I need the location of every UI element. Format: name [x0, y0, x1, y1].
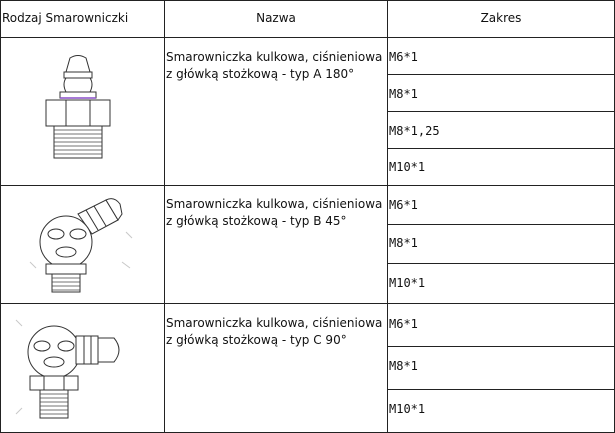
header-range: Zakres [480, 11, 522, 25]
row2-size-3: M10*1 [389, 276, 426, 290]
row1-size-4: M10*1 [389, 160, 426, 174]
row2-size-1: M6*1 [389, 198, 418, 212]
row1-name-line1: Smarowniczka kulkowa, ciśnieniowa [166, 50, 383, 64]
row1-name-line2: z główką stożkową - typ A 180° [166, 67, 355, 81]
grease-nipple-45-icon [22, 192, 142, 302]
row1-size-2: M8*1 [389, 87, 418, 101]
row2-name-line2: z główką stożkową - typ B 45° [166, 214, 347, 228]
grease-nipple-90-icon [14, 314, 134, 430]
header-type: Rodzaj Smarowniczki [2, 11, 129, 25]
header-name: Nazwa [256, 11, 296, 25]
row2-name-line1: Smarowniczka kulkowa, ciśnieniowa [166, 197, 383, 211]
row3-name-line2: z główką stożkową - typ C 90° [166, 333, 347, 347]
row3-name-line1: Smarowniczka kulkowa, ciśnieniowa [166, 316, 383, 330]
row3-size-3: M10*1 [389, 402, 426, 416]
row1-size-1: M6*1 [389, 50, 418, 64]
row1-size-3: M8*1,25 [389, 124, 440, 138]
row3-size-1: M6*1 [389, 317, 418, 331]
row2-size-2: M8*1 [389, 236, 418, 250]
grease-nipple-180-icon [30, 48, 130, 184]
row3-size-2: M8*1 [389, 359, 418, 373]
